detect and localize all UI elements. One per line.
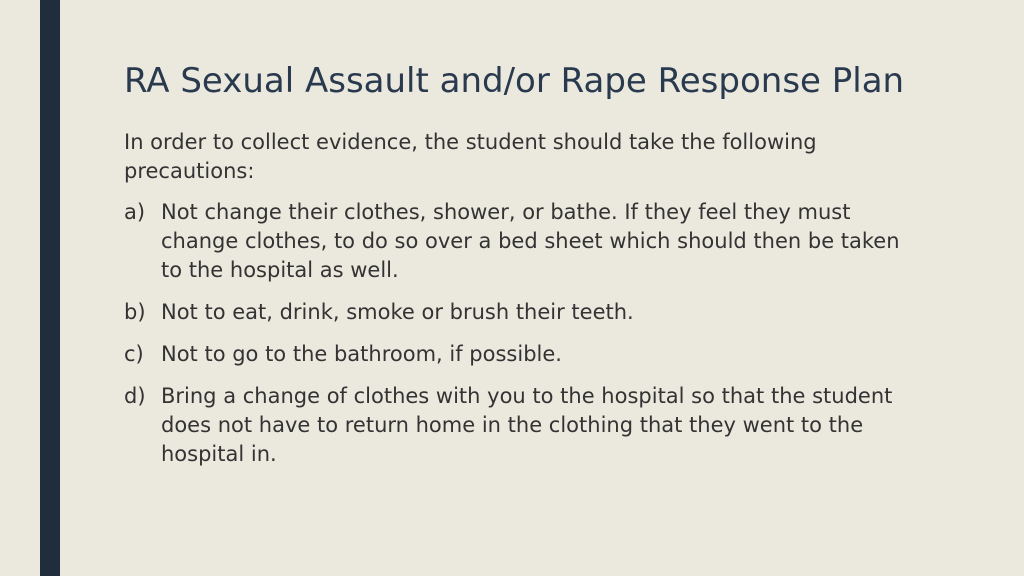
list-item-text: Not to eat, drink, smoke or brush their teeth. bbox=[161, 300, 634, 324]
list-item-text: Bring a change of clothes with you to the hospital so that the student does not have to return home in the clothing that they went to the hospital in. bbox=[161, 384, 893, 466]
accent-bar bbox=[40, 0, 60, 576]
list-item bbox=[124, 340, 924, 369]
list-marker: d) bbox=[124, 384, 146, 408]
list-item-text: Not change their clothes, shower, or bathe. If they feel they must change clothes, to do so over a bed sheet which should then be taken to the hospital as well. bbox=[161, 200, 900, 282]
intro-text: In order to collect evidence, the student should take the following precautions: bbox=[124, 130, 817, 183]
slide-title: RA Sexual Assault and/or Rape Response Plan bbox=[124, 61, 905, 101]
list-marker: a) bbox=[124, 200, 146, 224]
list-item bbox=[124, 382, 924, 469]
list-item bbox=[124, 198, 924, 285]
list-marker: b) bbox=[124, 300, 146, 324]
list-item bbox=[124, 298, 924, 327]
list-item-text: Not to go to the bathroom, if possible. bbox=[161, 342, 562, 366]
list-marker: c) bbox=[124, 342, 144, 366]
precautions-list bbox=[124, 198, 924, 482]
